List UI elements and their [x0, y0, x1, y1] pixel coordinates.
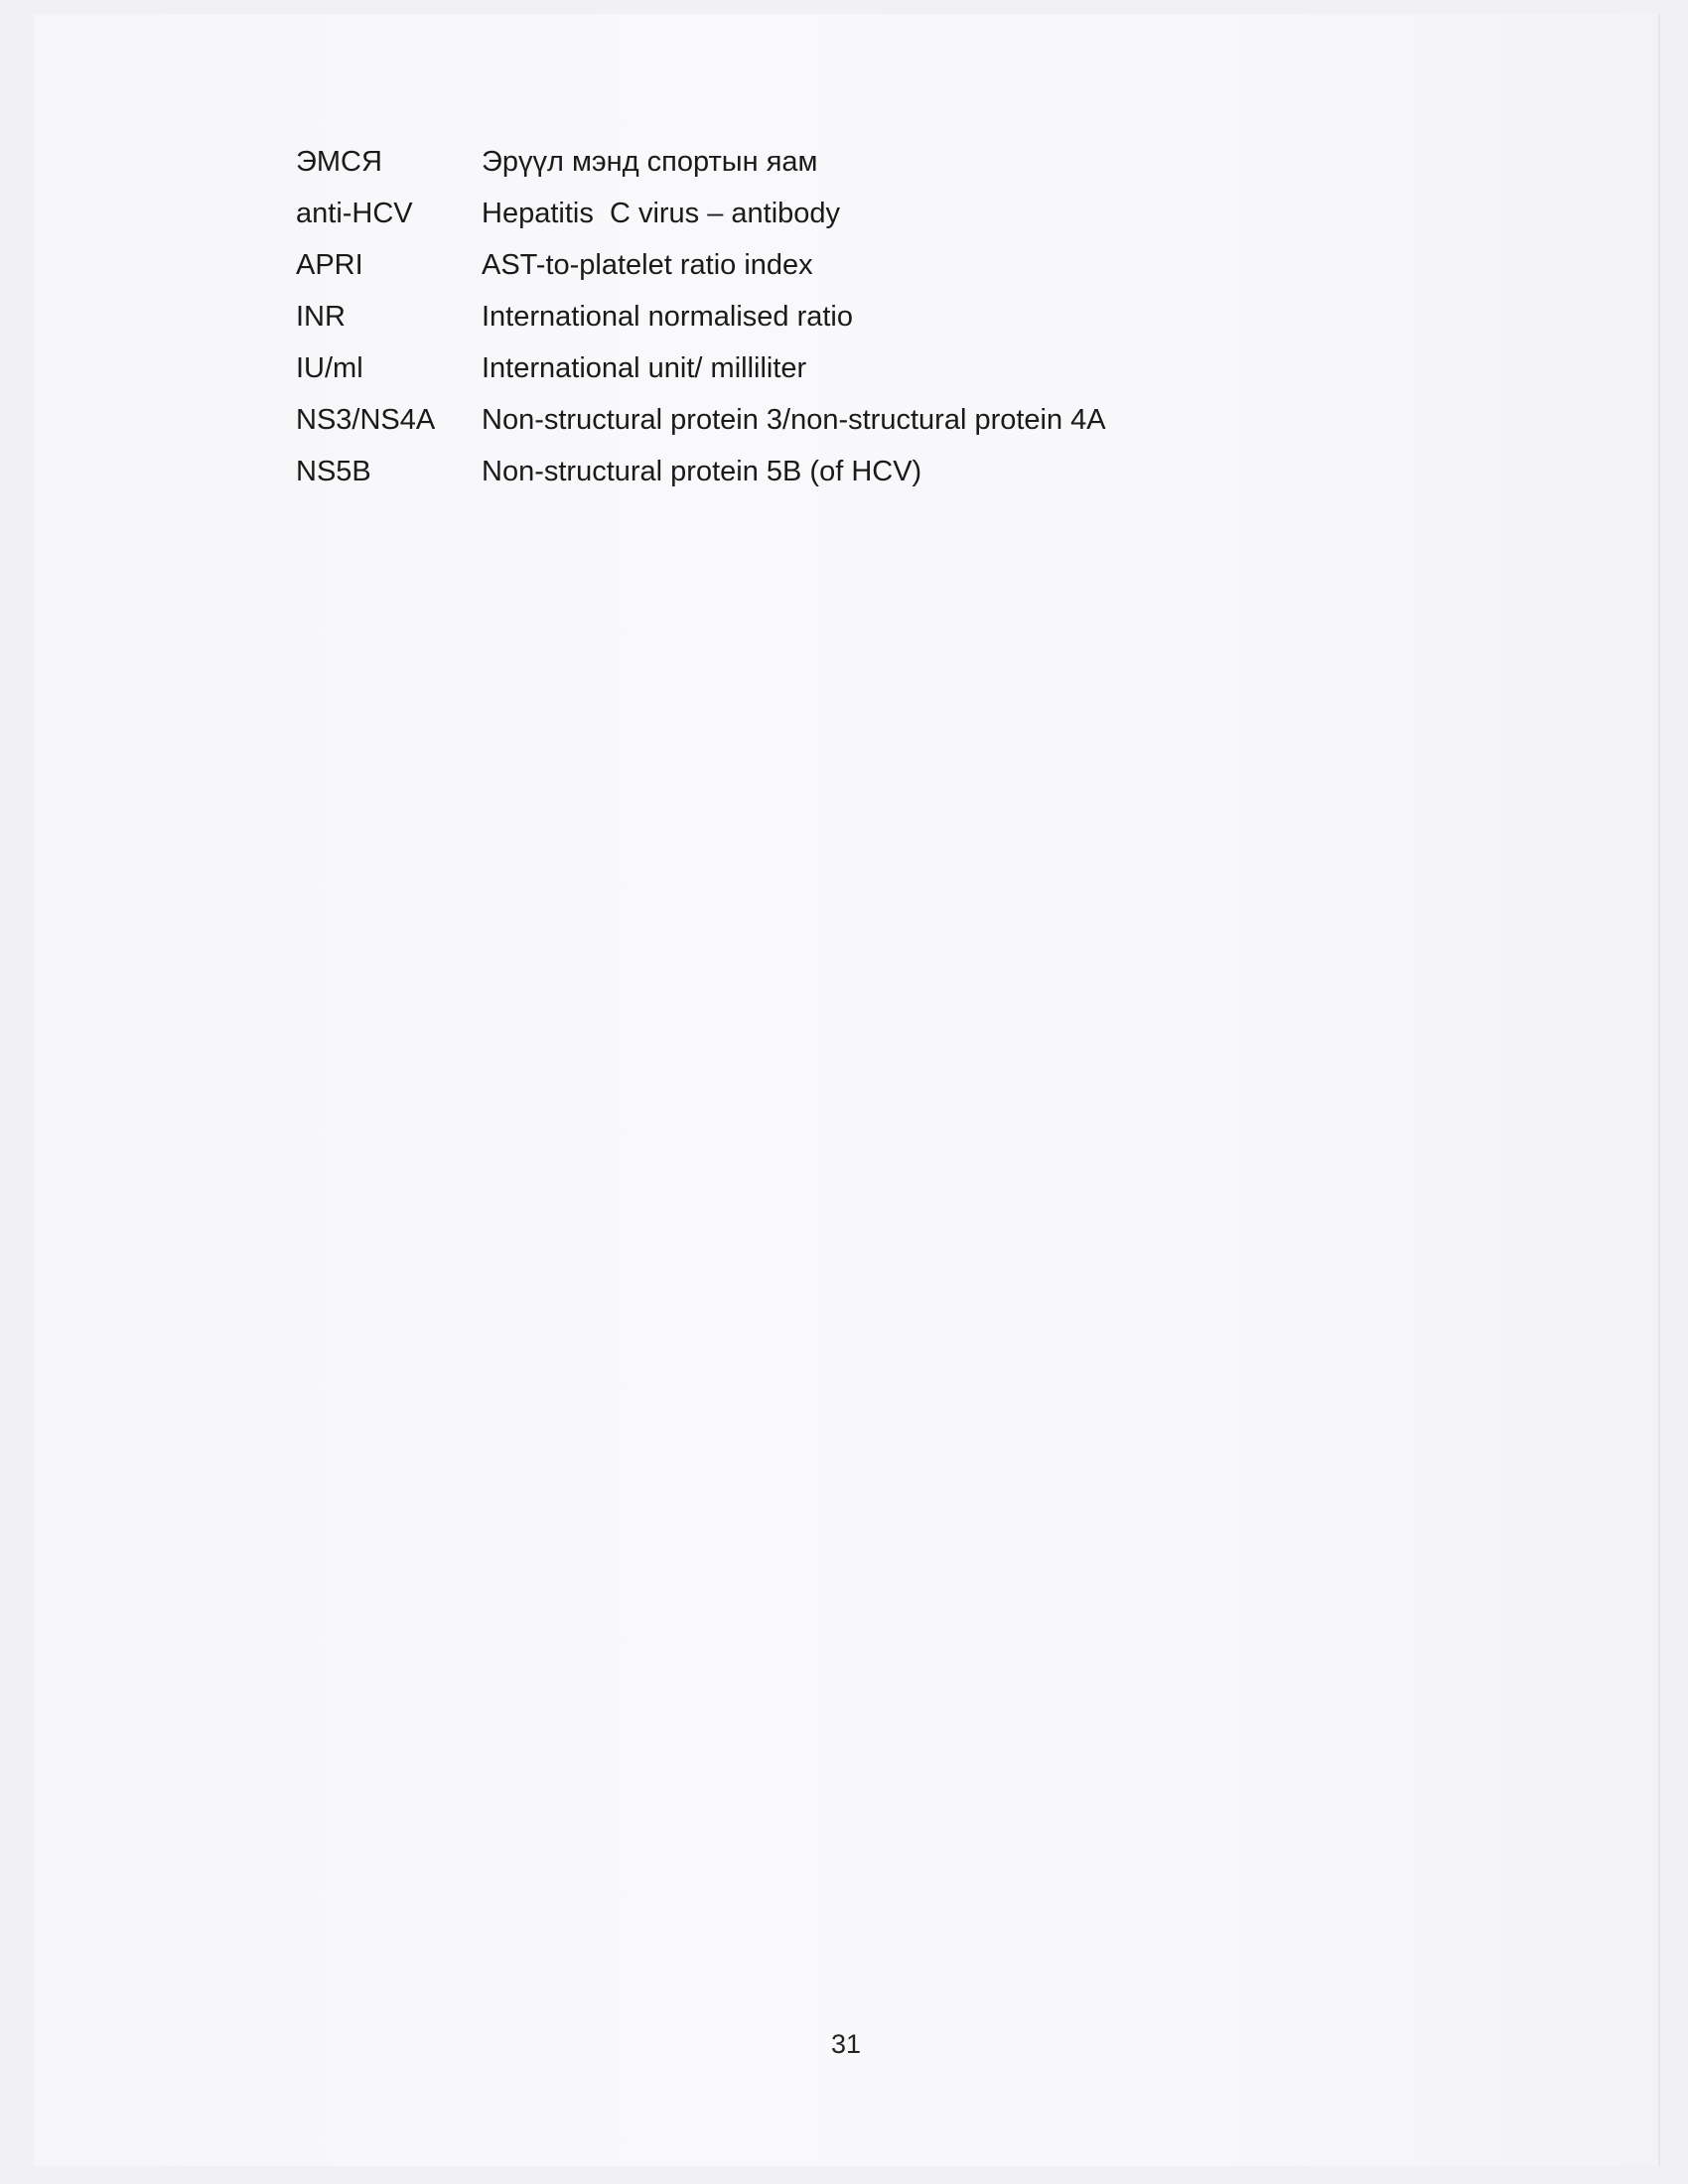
- abbreviation-definition: Non-structural protein 5B (of HCV): [482, 456, 922, 487]
- abbreviation-term: ЭМСЯ: [296, 146, 382, 178]
- page-number: 31: [830, 2029, 862, 2059]
- abbreviation-term: IU/ml: [296, 352, 363, 384]
- abbreviation-list: [296, 136, 1289, 497]
- abbreviation-row: [296, 136, 1289, 188]
- abbreviation-definition: Hepatitis C virus – antibody: [482, 198, 841, 229]
- abbreviation-row: [296, 342, 1289, 394]
- abbreviation-term: NS5B: [296, 456, 371, 487]
- abbreviation-definition: Non-structural protein 3/non-structural protein 4A: [482, 404, 1106, 436]
- abbreviation-definition: Эрүүл мэнд спортын яам: [482, 146, 818, 178]
- abbreviation-row: [296, 188, 1289, 239]
- abbreviation-definition: International unit/ milliliter: [482, 352, 807, 384]
- abbreviation-definition: AST-to-platelet ratio index: [482, 249, 813, 281]
- abbreviation-term: anti-HCV: [296, 198, 413, 229]
- document-page: [34, 14, 1660, 2166]
- abbreviation-row: [296, 291, 1289, 342]
- abbreviation-term: NS3/NS4A: [296, 404, 436, 436]
- abbreviation-row: [296, 446, 1289, 497]
- abbreviation-row: [296, 239, 1289, 291]
- abbreviation-term: INR: [296, 301, 346, 333]
- abbreviation-definition: International normalised ratio: [482, 301, 853, 333]
- abbreviation-term: APRI: [296, 249, 363, 281]
- abbreviation-row: [296, 394, 1289, 446]
